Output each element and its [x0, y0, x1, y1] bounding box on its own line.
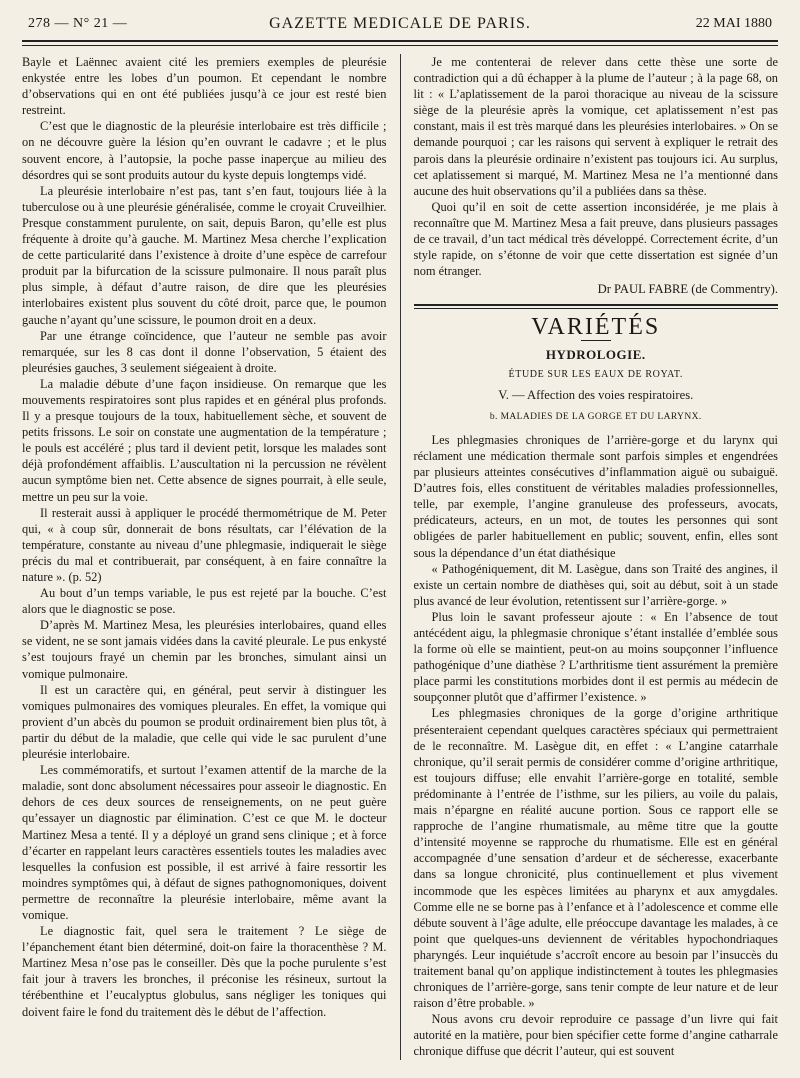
paragraph: « Pathogéniquement, dit M. Lasègue, dans son Traité des angines, il existe un certain nombre de diathèses qui, soit au début, soit à un stade plus avancé de leur évolution, retentissent sur l’arrière-gorge. »: [413, 561, 778, 608]
paragraph: Les phlegmasies chroniques de la gorge d’origine arthritique présenteraient cependant quelques caractères spéciaux qui permettraient de le reconnaître. M. Lasègue dit, en effet : « L’angine catarrhale chronique, qu’il serait permis de considérer comme d’origine arthritique, est toujours diffuse; elle envahit l’arrière-gorge en totalité, semble prédominante à l’entrée de l’isthme, sur les piliers, au voile du palais, mais n’épargne en réalité aucune portion. Sous ce rapport elle se rapproche de l’angine rhumatismale, au même titre que la goutte d’intensité moyenne se rapproche du rhumatisme. Elle est en général accompagnée d’une sensation d’ardeur et de sécheresse, exacerbante dans sa longue chronicité, plus continuellement et plus vivement incommode que les espèces limitées au pharynx et aux amygdales. Comme elle ne se borne pas à l’enfance et à l’adolescence et comme elle débute souvent à l’âge adulte, elle préoccupe davantage les malades, à ce point que quelques-uns deviennent de véritables hypochondriaques pharyngés. Leur inquiétude s’accroît encore au besoin par l’insuccès du traitement banal qu’on applique indistinctement à toutes les phlegmasies chroniques de l’arrière-gorge, sans tenir compte de leur nature et de leur raison d’être probable. »: [413, 706, 778, 1011]
header-rule-thin: [22, 45, 778, 46]
paragraph: Au bout d’un temps variable, le pus est rejeté par la bouche. C’est alors que le diagnostic se pose.: [22, 586, 387, 617]
section-rule: [414, 304, 779, 306]
header-rule: [22, 40, 778, 42]
subchapter-title: b. MALADIES DE LA GORGE ET DU LARYNX.: [489, 411, 702, 422]
paragraph: C’est que le diagnostic de la pleurésie interlobaire est très difficile ; on ne découvre guère la lésion qu’en ouvrant le cadavre ; et le plus souvent encore, à l’autopsie, la poche passe inaperçue au milieu des désordres qui se sont produits autour du kyste depuis longtemps vidé.: [22, 119, 387, 182]
paragraph: Le diagnostic fait, quel sera le traitement ? Le siège de l’épanchement étant bien déterminé, doit-on faire la thoracenthèse ? M. Martinez Mesa n’ose pas le conseiller. Dès que la poche purulente s’est fait jour à travers les bronches, il préconise les résineux, surtout la térébenthine et l’eucalyptus globulus, sans négliger les toniques qui doivent faire le fond du traitement dès le début de l’affection.: [22, 924, 387, 1019]
paragraph: Il resterait aussi à appliquer le procédé thermométrique de M. Peter qui, « à coup sûr, donnerait de bons résultats, car l’élévation de la température, constante au niveau d’une phlegmasie, indiquerait le siège précis du mal et contribuerait, par conséquent, à en faire connaître la nature ». (p. 52): [22, 505, 387, 584]
paragraph: Il est un caractère qui, en général, peut servir à distinguer les vomiques pulmonaires des vomiques pleurales. En effet, la vomique qui provient d’un abcès du poumon se produit ordinairement bien plus tôt, à partir du début de la maladie, que celle qui vide le sac purulent d’une pleurésie interlobaire.: [22, 682, 387, 762]
paragraph: Quoi qu’il en soit de cette assertion inconsidérée, je me plais à reconnaître que M. Martinez Mesa a fait preuve, dans plusieurs passages de ce travail, d’un tact médical très développé. Correctement écrite, d’un style rapide, on s’étonne de voir que cette dissertation est signée d’un nom étranger.: [413, 199, 778, 279]
page-number: 278 — N° 21 —: [28, 16, 128, 31]
chapter-title: V. — Affection des voies respiratoires.: [498, 387, 694, 402]
author-signature: Dr PAUL FABRE (de Commentry).: [597, 282, 778, 297]
paragraph: Bayle et Laënnec avaient cité les premiers exemples de pleurésie enkystée entre les lobes d’un poumon. Et cependant le nombre d’observations qui en ont été publiées jusqu’à ce jour est resté bien restreint.: [22, 55, 387, 118]
paragraph: Les commémoratifs, et surtout l’examen attentif de la marche de la maladie, sont donc absolument nécessaires pour asseoir le diagnostic. En dehors de ces deux sources de renseignements, on ne peut guère qu’essayer un diagnostic par élimination. C’est ce que M. le docteur Martinez Mesa a tenté. Il y a déployé un grand sens clinique ; et à force d’écarter en rappelant leurs caractères essentiels toutes les maladies avec lesquelles la confusion est possible, il est arrivé à faire ressortir les moindres symptômes qui, à défaut de signes pathognomoniques, doivent permettre de reconnaître la pleurésie interlobaire, même avant la vomique.: [22, 763, 387, 922]
paragraph: Plus loin le savant professeur ajoute : « En l’absence de tout antécédent aigu, la phlegmasie chronique s’étant installée d’emblée sous la forme où elle se maintient, peut-on au moins soupçonner l’influence pathogénique d’une diathèse ? L’arthritisme tient assurément la première place parmi les constitutions morbides dont il est permis au médecin de soupçonner plutôt que d’affirmer l’existence. »: [413, 609, 778, 705]
running-header: [22, 14, 778, 36]
right-column: [400, 54, 779, 1060]
section-rule-thin: [414, 308, 779, 309]
left-column: [22, 54, 400, 1060]
paragraph: La pleurésie interlobaire n’est pas, tant s’en faut, toujours liée à la tuberculose ou à une pleurésie généralisée, comme le croyait Cruveilhier. Presque constamment purulente, on sait, depuis Baron, qu’elle est plus fréquente à droite qu’à gauche. M. Martinez Mesa cherche l’explication de cette particularité dans l’existence à droite d’une espèce de carrefour produit par la bifurcation de la scissure pulmonaire. Il nous paraît plus plus simple, à défaut d’autre raison, de dire que les pleurésies interlobaires existent plus souvent du côté droit, parce que, le poumon gauche n’ayant qu’une scissure, le poumon droit en a deux.: [22, 183, 387, 327]
paragraph: Par une étrange coïncidence, que l’auteur ne semble pas avoir remarquée, sur les 8 cas dont il donne l’observation, 5 étaient des pleurésies gauches, 3 seulement siégeaient à droite.: [22, 328, 387, 375]
paragraph: D’après M. Martinez Mesa, les pleurésies interlobaires, quand elles se vident, ne se sont jamais vidées dans la cavité pleurale. Le pus enkysté s’est toujours frayé un chemin par les bronches, simulant ainsi un vomique pulmonaire.: [22, 618, 387, 681]
paragraph: Nous avons cru devoir reproduire ce passage d’un livre qui fait autorité en la matière, pour bien spécifier cette forme d’angine catharrale chronique diffuse que décrit l’auteur, qui est souvent: [413, 1012, 778, 1059]
study-title: ÉTUDE SUR LES EAUX DE ROYAT.: [508, 368, 683, 380]
article-columns: [22, 54, 778, 1060]
paragraph: Les phlegmasies chroniques de l’arrière-gorge et du larynx qui réclament une médication thermale sont parfois simples et engendrées par plusieurs atteintes consécutives d’inflammation aiguë ou subaiguë. D’autres fois, elles constituent de véritables maladies professionnelles, telle, par exemple, l’angine granuleuse des professeurs, avocats, prédicateurs, acteurs, en un mot, de toutes les personnes qui sont obligées de parler habituellement en public; souvent, enfin, elles sont sous la dépendance d’un état diathésique: [413, 432, 778, 560]
paragraph: La maladie débute d’une façon insidieuse. On remarque que les mouvements respiratoires sont plus rapides et en général plus profonds. Il y a presque toujours de la toux, habituellement sèche, et souvent de petits frissons. Le soir on constate une augmentation de la température ; le pouls est accéléré ; plus tard il devient petit, lorsque les malades sont déjà profondément affaiblis. L’auscultation ni la percussion ne révèlent aucun symptôme bien net. Cette absence de signes pourrait, à elle seule, mettre un peu sur la voie.: [22, 376, 387, 504]
paragraph: Je me contenterai de relever dans cette thèse une sorte de contradiction qui a dû échapper à la plume de l’auteur ; à la page 68, on lit : « L’aplatissement de la paroi thoracique au niveau de la scissure siège de la pleurésie après la vomique, cet aplatissement n’est pas constant, mais il est très marqué dans les pleurésies interlobaires. » On se demande pourquoi ; car les raisons qui servent à expliquer le retrait des parois dans la pleurésie ordinaire n’existent pas toujours ici. Au surplus, cet aplatissement si marqué, M. Martinez Mesa ne l’a mentionné dans aucune des huit observations qu’il a publiées dans sa thèse.: [413, 55, 778, 198]
journal-title: GAZETTE MEDICALE DE PARIS.: [269, 15, 531, 32]
issue-date: 22 MAI 1880: [695, 16, 772, 31]
subsection-heading: HYDROLOGIE.: [545, 346, 646, 362]
section-heading: VARIÉTÉS: [531, 314, 661, 341]
